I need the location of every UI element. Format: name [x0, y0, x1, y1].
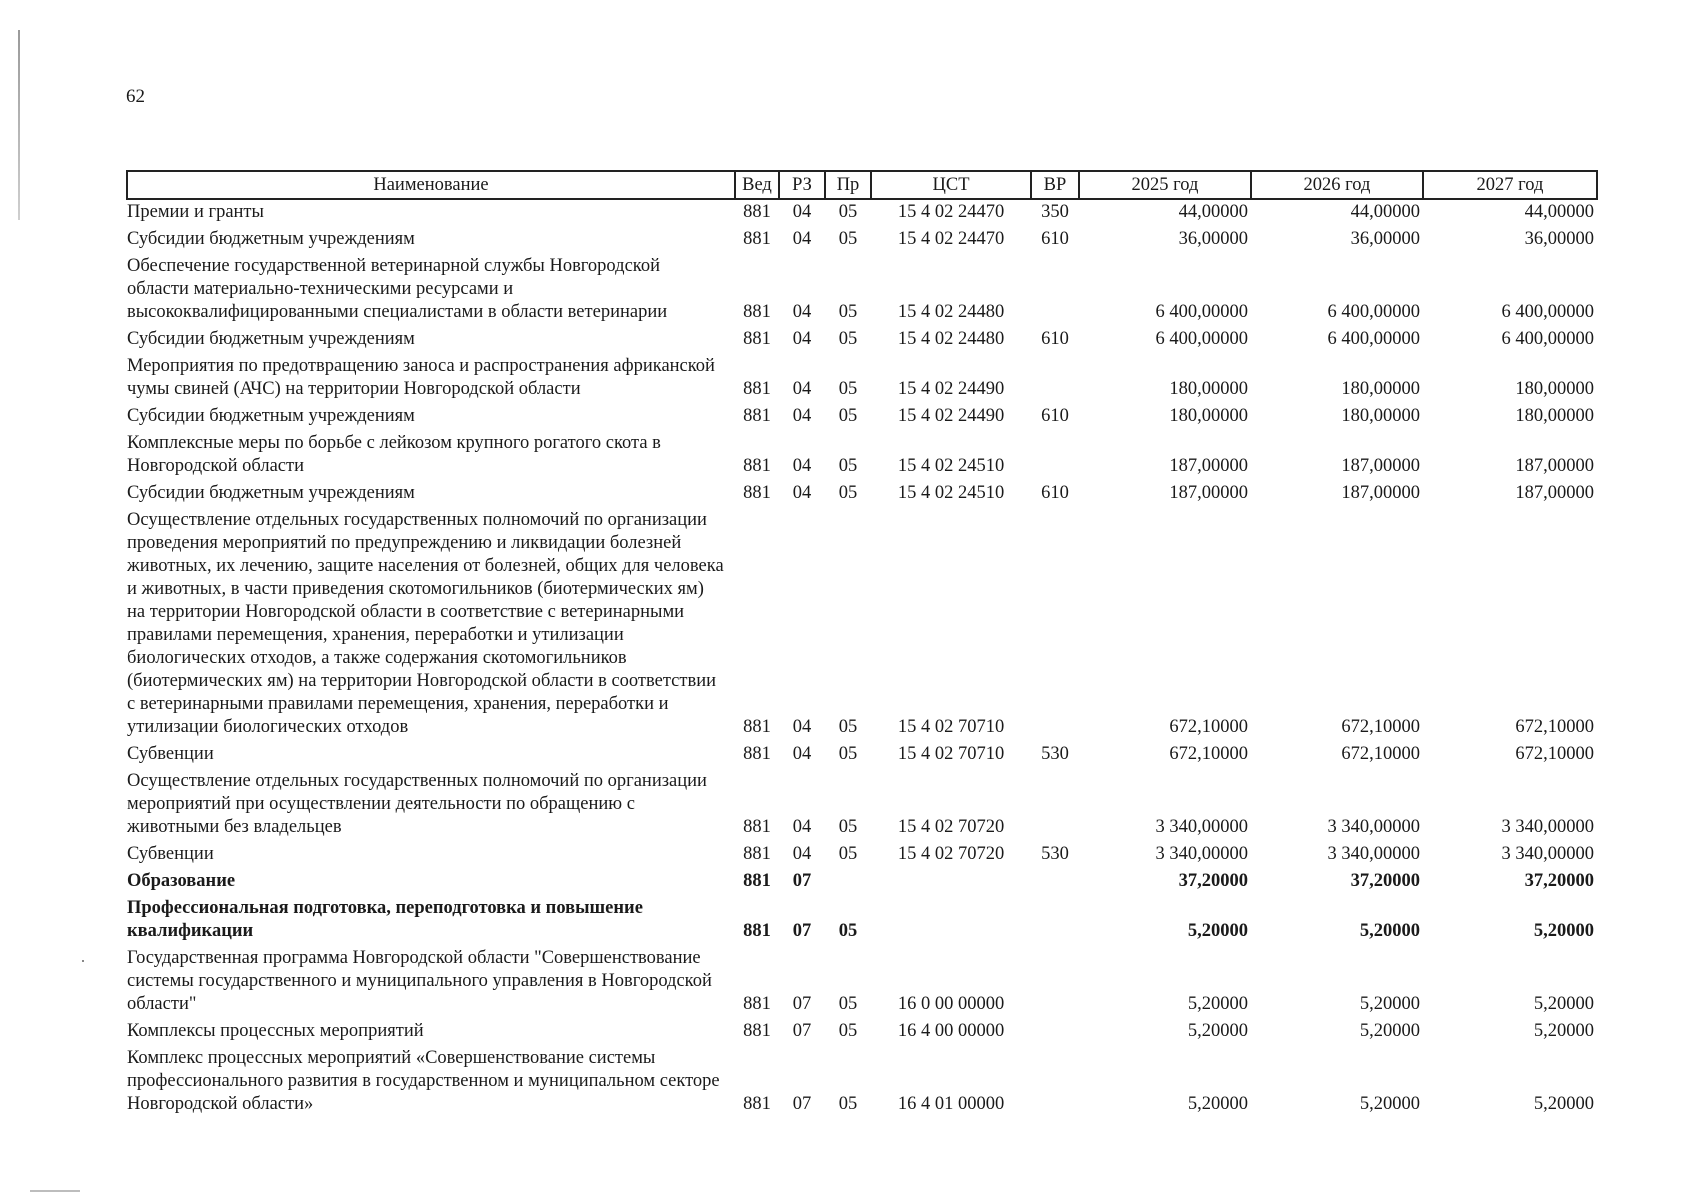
row-value-2025: 672,10000: [1169, 744, 1248, 764]
row-cst: 15 4 02 70710: [897, 717, 1005, 737]
row-value-2025: 5,20000: [1187, 1021, 1248, 1041]
row-value-2027: 5,20000: [1533, 921, 1594, 941]
table-row: [127, 769, 1597, 842]
table-row: [127, 1019, 1597, 1046]
row-vr: [1031, 354, 1079, 404]
row-value-2025: 36,00000: [1178, 229, 1248, 249]
row-value-2026: 44,00000: [1350, 202, 1420, 222]
row-cst: 15 4 02 24510: [897, 456, 1005, 476]
row-value-2026: 187,00000: [1341, 483, 1420, 503]
row-vr: [1031, 431, 1079, 481]
row-rz: 07: [792, 871, 812, 891]
row-value-2026: 3 340,00000: [1327, 844, 1420, 864]
row-name: Осуществление отдельных государственных полномочий по организации мероприятий при осуществлении деятельности по обращению с животными без владельцев: [127, 771, 707, 837]
row-pr: 05: [838, 302, 858, 322]
row-value-2027: 5,20000: [1533, 1094, 1594, 1114]
row-pr: 05: [838, 483, 858, 503]
row-value-2026: 180,00000: [1341, 406, 1420, 426]
row-vr: [1031, 1019, 1079, 1046]
table-row: [127, 842, 1597, 869]
row-rz: 04: [792, 717, 812, 737]
row-pr: 05: [838, 994, 858, 1014]
row-value-2026: 672,10000: [1341, 744, 1420, 764]
header-rz: РЗ: [779, 171, 825, 199]
header-ved: Вед: [735, 171, 779, 199]
scan-edge-mark: [18, 30, 20, 220]
row-rz: 04: [792, 329, 812, 349]
row-rz: 04: [792, 229, 812, 249]
row-pr: 05: [838, 1021, 858, 1041]
row-rz: 04: [792, 406, 812, 426]
row-pr: 05: [838, 456, 858, 476]
row-cst: 16 0 00 00000: [897, 994, 1005, 1014]
row-value-2026: 5,20000: [1359, 921, 1420, 941]
row-rz: 04: [792, 744, 812, 764]
row-value-2025: 3 340,00000: [1155, 817, 1248, 837]
row-vr: [1031, 896, 1079, 946]
row-name: Осуществление отдельных государственных полномочий по организации проведения мероприятий по предупреждению и ликвидации болезней животных, их лечению, защите населения от болезней, общих для человека и животных, в части приведения скотомогильников (биотермических ям) на территории Новгородской области в соответствие с ветеринарными правилами перемещения, хранения, переработки и утилизации биологических отходов, а также содержания скотомогильников (биотермических ям) на территории Новгородской области в соответствии с ветеринарными правилами перемещения, хранения, переработки и утилизации биологических отходов: [127, 510, 724, 737]
row-vr: [1031, 508, 1079, 742]
row-vr: 530: [1041, 844, 1069, 864]
row-value-2027: 672,10000: [1515, 717, 1594, 737]
row-ved: 881: [743, 744, 771, 764]
row-ved: 881: [743, 302, 771, 322]
row-cst: 15 4 02 24470: [897, 229, 1005, 249]
row-name: Образование: [127, 871, 236, 891]
row-pr: 05: [838, 229, 858, 249]
page-number: 62: [126, 86, 145, 107]
row-value-2027: 187,00000: [1515, 483, 1594, 503]
row-value-2026: 180,00000: [1341, 379, 1420, 399]
row-vr: 610: [1041, 229, 1069, 249]
scan-dot-mark: [82, 960, 84, 962]
row-value-2026: 6 400,00000: [1327, 329, 1420, 349]
row-vr: [1031, 769, 1079, 842]
row-name: Премии и гранты: [127, 202, 264, 222]
row-value-2025: 672,10000: [1169, 717, 1248, 737]
table-row: [127, 896, 1597, 946]
row-value-2025: 6 400,00000: [1155, 329, 1248, 349]
row-cst: [871, 896, 1031, 946]
row-cst: 15 4 02 24470: [897, 202, 1005, 222]
row-value-2025: 5,20000: [1187, 1094, 1248, 1114]
row-vr: [1031, 869, 1079, 896]
row-name: Государственная программа Новгородской области "Совершенствование системы государственного и муниципального управления в Новгородской области": [127, 948, 712, 1014]
row-value-2027: 3 340,00000: [1501, 817, 1594, 837]
row-value-2027: 44,00000: [1524, 202, 1594, 222]
row-ved: 881: [743, 994, 771, 1014]
table-row: [127, 227, 1597, 254]
row-ved: 881: [743, 456, 771, 476]
row-name: Субсидии бюджетным учреждениям: [127, 329, 415, 349]
budget-table: [126, 170, 1598, 1119]
row-ved: 881: [743, 817, 771, 837]
row-value-2025: 5,20000: [1187, 921, 1248, 941]
row-name: Субсидии бюджетным учреждениям: [127, 406, 415, 426]
row-pr: [825, 869, 871, 896]
row-vr: [1031, 1046, 1079, 1119]
row-value-2027: 672,10000: [1515, 744, 1594, 764]
row-cst: 15 4 02 24510: [897, 483, 1005, 503]
table-row: [127, 354, 1597, 404]
row-rz: 04: [792, 483, 812, 503]
header-cst: ЦСТ: [871, 171, 1031, 199]
row-ved: 881: [743, 406, 771, 426]
row-ved: 881: [743, 329, 771, 349]
row-cst: [871, 869, 1031, 896]
row-name: Субвенции: [127, 844, 214, 864]
row-pr: 05: [838, 717, 858, 737]
row-pr: 05: [838, 329, 858, 349]
row-value-2025: 44,00000: [1178, 202, 1248, 222]
row-cst: 15 4 02 24480: [897, 302, 1005, 322]
row-name: Субсидии бюджетным учреждениям: [127, 483, 415, 503]
row-value-2025: 187,00000: [1169, 483, 1248, 503]
table-row: [127, 508, 1597, 742]
row-name: Субвенции: [127, 744, 214, 764]
row-value-2027: 6 400,00000: [1501, 329, 1594, 349]
row-rz: 04: [792, 302, 812, 322]
row-value-2026: 5,20000: [1359, 1094, 1420, 1114]
scan-bottom-mark: [30, 1190, 80, 1192]
table-row: [127, 199, 1597, 227]
table-row: [127, 481, 1597, 508]
table-header-row: [127, 171, 1597, 199]
table-row: [127, 254, 1597, 327]
row-name: Комплексы процессных мероприятий: [127, 1021, 424, 1041]
row-pr: 05: [838, 921, 858, 941]
row-ved: 881: [743, 717, 771, 737]
row-vr: 350: [1041, 202, 1069, 222]
table-row: [127, 742, 1597, 769]
row-value-2026: 37,20000: [1350, 871, 1420, 891]
row-name: Комплекс процессных мероприятий «Совершенствование системы профессионального развития в государственном и муниципальном секторе Новгородской области»: [127, 1048, 720, 1114]
header-2025: 2025 год: [1079, 171, 1251, 199]
row-value-2027: 3 340,00000: [1501, 844, 1594, 864]
row-cst: 15 4 02 24490: [897, 379, 1005, 399]
row-pr: 05: [838, 379, 858, 399]
row-value-2027: 37,20000: [1524, 871, 1594, 891]
row-ved: 881: [743, 483, 771, 503]
row-rz: 07: [792, 994, 812, 1014]
row-vr: 610: [1041, 483, 1069, 503]
row-vr: [1031, 946, 1079, 1019]
row-value-2026: 6 400,00000: [1327, 302, 1420, 322]
row-name: Обеспечение государственной ветеринарной службы Новгородской области материально-техническими ресурсами и высококвалифицированными специалистами в области ветеринарии: [127, 256, 668, 322]
row-vr: 610: [1041, 329, 1069, 349]
header-pr: Пр: [825, 171, 871, 199]
row-pr: 05: [838, 1094, 858, 1114]
row-cst: 16 4 00 00000: [897, 1021, 1005, 1041]
table-row: [127, 946, 1597, 1019]
row-rz: 04: [792, 379, 812, 399]
row-value-2027: 180,00000: [1515, 379, 1594, 399]
row-value-2026: 3 340,00000: [1327, 817, 1420, 837]
row-rz: 07: [792, 1094, 812, 1114]
row-ved: 881: [743, 871, 771, 891]
row-cst: 15 4 02 70720: [897, 844, 1005, 864]
row-value-2027: 36,00000: [1524, 229, 1594, 249]
row-rz: 04: [792, 817, 812, 837]
row-value-2025: 5,20000: [1187, 994, 1248, 1014]
row-value-2025: 180,00000: [1169, 379, 1248, 399]
row-ved: 881: [743, 844, 771, 864]
row-value-2027: 6 400,00000: [1501, 302, 1594, 322]
row-ved: 881: [743, 1021, 771, 1041]
row-value-2025: 187,00000: [1169, 456, 1248, 476]
row-vr: 530: [1041, 744, 1069, 764]
row-pr: 05: [838, 406, 858, 426]
header-2026: 2026 год: [1251, 171, 1423, 199]
row-value-2026: 5,20000: [1359, 994, 1420, 1014]
header-name: Наименование: [127, 171, 735, 199]
row-value-2027: 187,00000: [1515, 456, 1594, 476]
header-vr: ВР: [1031, 171, 1079, 199]
row-cst: 16 4 01 00000: [897, 1094, 1005, 1114]
row-name: Субсидии бюджетным учреждениям: [127, 229, 415, 249]
row-pr: 05: [838, 844, 858, 864]
row-value-2025: 37,20000: [1178, 871, 1248, 891]
row-ved: 881: [743, 379, 771, 399]
row-ved: 881: [743, 1094, 771, 1114]
row-rz: 07: [792, 1021, 812, 1041]
row-value-2027: 5,20000: [1533, 1021, 1594, 1041]
row-name: Профессиональная подготовка, переподготовка и повышение квалификации: [127, 898, 643, 941]
row-ved: 881: [743, 229, 771, 249]
table-row: [127, 1046, 1597, 1119]
row-value-2026: 5,20000: [1359, 1021, 1420, 1041]
row-ved: 881: [743, 202, 771, 222]
table-row: [127, 431, 1597, 481]
row-value-2026: 36,00000: [1350, 229, 1420, 249]
table-body: [127, 199, 1597, 1119]
row-cst: 15 4 02 70710: [897, 744, 1005, 764]
row-value-2025: 6 400,00000: [1155, 302, 1248, 322]
row-pr: 05: [838, 817, 858, 837]
header-2027: 2027 год: [1423, 171, 1597, 199]
row-rz: 04: [792, 202, 812, 222]
row-value-2027: 5,20000: [1533, 994, 1594, 1014]
row-pr: 05: [838, 744, 858, 764]
row-rz: 04: [792, 844, 812, 864]
row-rz: 07: [792, 921, 812, 941]
row-name: Комплексные меры по борьбе с лейкозом крупного рогатого скота в Новгородской области: [127, 433, 661, 476]
row-value-2025: 3 340,00000: [1155, 844, 1248, 864]
row-cst: 15 4 02 70720: [897, 817, 1005, 837]
table-row: [127, 404, 1597, 431]
row-cst: 15 4 02 24480: [897, 329, 1005, 349]
table-row: [127, 869, 1597, 896]
table-row: [127, 327, 1597, 354]
row-value-2025: 180,00000: [1169, 406, 1248, 426]
row-name: Мероприятия по предотвращению заноса и распространения африканской чумы свиней (АЧС) на территории Новгородской области: [127, 356, 715, 399]
row-rz: 04: [792, 456, 812, 476]
row-value-2027: 180,00000: [1515, 406, 1594, 426]
row-pr: 05: [838, 202, 858, 222]
row-vr: [1031, 254, 1079, 327]
row-cst: 15 4 02 24490: [897, 406, 1005, 426]
row-value-2026: 672,10000: [1341, 717, 1420, 737]
row-value-2026: 187,00000: [1341, 456, 1420, 476]
row-ved: 881: [743, 921, 771, 941]
row-vr: 610: [1041, 406, 1069, 426]
